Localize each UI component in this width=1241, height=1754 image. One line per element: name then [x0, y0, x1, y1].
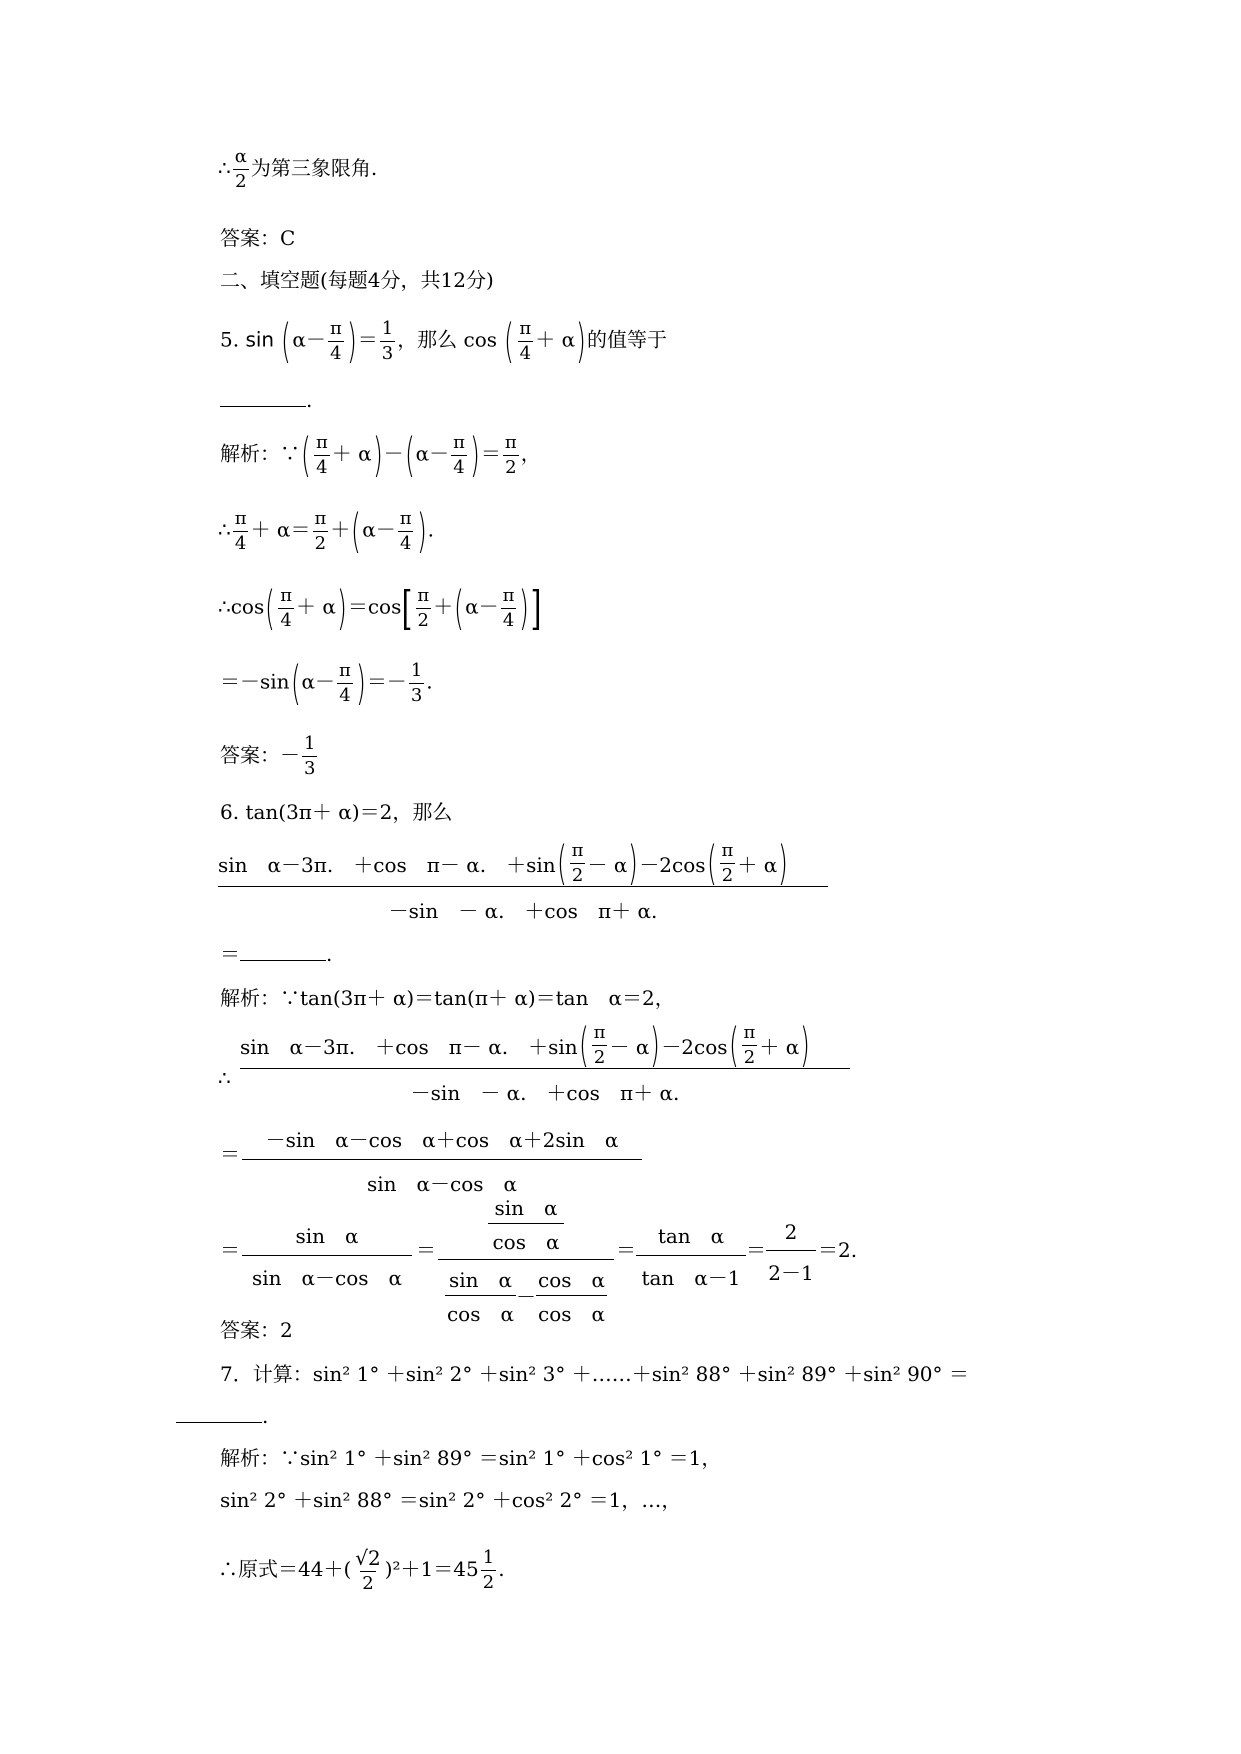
frac-den: 4	[453, 456, 465, 478]
plus: ＋	[433, 594, 454, 619]
frac-den: 4	[502, 609, 515, 631]
plus: ＋	[330, 517, 351, 542]
frac-num: π	[743, 1021, 756, 1043]
frac-den: 2	[417, 609, 429, 631]
paren-close: )	[576, 314, 587, 368]
paren-open: (	[351, 504, 362, 558]
blank-line	[220, 392, 306, 407]
minus-2cos: －2cos	[639, 852, 706, 877]
frac-den: 3	[410, 684, 423, 706]
sin-text: sin	[245, 327, 275, 352]
frac-den: 2	[721, 864, 734, 886]
frac-num: α	[234, 146, 247, 167]
line-text: 为第三象限角.	[250, 156, 378, 180]
denominator: tan α－1	[641, 1266, 741, 1290]
therefore-symbol: ∴	[218, 156, 231, 180]
paren-open: (	[504, 314, 515, 368]
frac-num: 1	[482, 1547, 495, 1568]
fraction-pi-2	[312, 507, 328, 554]
solution-6-therefore: ∴	[218, 1066, 231, 1090]
section-heading-fill-blank: 二、填空题(每题4分，共12分)	[220, 268, 494, 292]
frac-num: π	[234, 507, 247, 529]
comma: ，	[520, 441, 541, 466]
alpha-minus: α－	[415, 441, 450, 466]
plus-alpha: ＋ α	[737, 852, 778, 877]
solution-6-fraction-2	[242, 1124, 642, 1197]
bracket-close: ]	[531, 581, 542, 635]
solution-6-fraction-a	[242, 1220, 412, 1291]
frac-num: π	[502, 584, 515, 606]
fraction-sqrt2-2	[353, 1548, 382, 1593]
paren-close: )	[346, 314, 357, 368]
solution-5-line-2	[218, 504, 434, 558]
frac-den: 4	[399, 532, 412, 554]
fraction-pi-4	[314, 431, 330, 478]
plus-alpha: ＋ α	[535, 327, 576, 352]
frac-den: 2	[593, 1046, 606, 1068]
solution-6-fraction-b	[438, 1192, 614, 1327]
frac-num: π	[453, 431, 465, 453]
frac-den: 4	[330, 342, 342, 364]
solution-6-result: ＝2.	[818, 1238, 858, 1262]
answer-5	[220, 735, 319, 778]
fraction-pi-4	[398, 507, 414, 554]
solution-5-line-3	[218, 581, 542, 635]
plus-alpha-eq: ＋ α＝	[250, 517, 311, 542]
paren-open: (	[265, 581, 276, 635]
paren-open: (	[728, 1018, 739, 1072]
paren-close: )	[355, 656, 366, 710]
plus-alpha: ＋ α	[296, 594, 336, 619]
solution-6-equals-2: ＝	[220, 1238, 240, 1262]
frac-num: √2	[355, 1546, 381, 1570]
fraction-1-3	[409, 659, 424, 706]
numerator: －sin α－cos α＋cos α＋2sin α	[265, 1128, 619, 1152]
frac-den: 4	[316, 456, 328, 478]
solution-5-line-1	[220, 428, 541, 482]
paren-open: (	[404, 428, 415, 482]
value-equals: 的值等于	[587, 327, 668, 352]
paren-close: )	[650, 1018, 661, 1072]
fraction-pi-2	[415, 584, 431, 631]
paren-open: (	[301, 428, 311, 482]
fraction-1-3	[380, 317, 395, 364]
solution-7-line-2: sin² 2° ＋sin² 88° ＝sin² 2° ＋cos² 2° ＝1，…，	[220, 1488, 682, 1512]
inner-fraction	[536, 1264, 607, 1327]
period: .	[262, 1404, 269, 1428]
frac-num: 1	[304, 733, 316, 754]
solution-label: 解析：∵	[220, 441, 300, 466]
paren-close: )	[372, 428, 383, 482]
alpha-minus: α－	[292, 327, 326, 352]
equals: ＝	[220, 942, 240, 966]
frac-den: cos α	[488, 1223, 563, 1255]
paren-open: (	[578, 1018, 589, 1072]
solution-7-line-1: 解析：∵sin² 1° ＋sin² 89° ＝sin² 1° ＋cos² 1° ＝1，	[220, 1446, 722, 1470]
fraction-pi-2	[570, 839, 586, 886]
compound-numerator	[438, 1192, 614, 1255]
frac-den: 4	[519, 342, 532, 364]
answer-blank-7	[176, 1404, 268, 1428]
fraction-pi-4	[451, 431, 467, 478]
frac-num: π	[280, 584, 293, 606]
question-6-fraction	[218, 836, 828, 924]
frac-num: cos α	[538, 1268, 606, 1292]
frac-num: π	[329, 317, 342, 339]
frac-num: π	[314, 507, 327, 529]
equals: ＝	[357, 327, 378, 352]
question-5	[220, 314, 668, 368]
inner-fraction	[488, 1192, 563, 1255]
paren-open: (	[556, 836, 567, 890]
fraction-pi-2	[503, 431, 519, 478]
solution-6-fraction-c	[636, 1220, 746, 1291]
question-7: 7．计算：sin² 1° ＋sin² 2° ＋sin² 3° ＋……＋sin² 88° ＋sin² 89° ＋sin² 90° ＝	[220, 1362, 969, 1386]
blank-line	[176, 1408, 262, 1423]
paren-open: (	[454, 581, 465, 635]
equals-cos: ＝cos	[347, 594, 402, 619]
frac-den: 2	[482, 1572, 495, 1593]
therefore-expr: ∴原式＝44＋(	[218, 1557, 352, 1581]
denominator: sin α－cos α	[251, 1266, 403, 1290]
fraction-pi-4	[328, 317, 344, 364]
frac-den: 2	[314, 532, 327, 554]
line-third-quadrant	[218, 148, 377, 191]
fraction-pi-2	[592, 1021, 608, 1068]
solution-6-line-1: 解析：∵tan(3π＋ α)＝tan(π＋ α)＝tan α＝2，	[220, 986, 675, 1010]
frac-den: 2	[571, 864, 584, 886]
alpha-minus: α－	[362, 517, 396, 542]
frac-den: 2	[505, 456, 517, 478]
frac-num: sin α	[494, 1196, 558, 1220]
frac-num: π	[399, 507, 412, 529]
frac-num: π	[571, 839, 584, 861]
frac-num: 1	[410, 659, 423, 681]
numerator: tan α	[657, 1224, 725, 1248]
alpha-minus: α－	[465, 594, 499, 619]
frac-num: π	[417, 584, 430, 606]
period: .	[306, 388, 313, 412]
frac-den: 2	[235, 171, 247, 192]
numerator	[240, 1018, 850, 1072]
paren-close: )	[778, 836, 789, 890]
frac-den: 3	[304, 758, 316, 779]
fraction-pi-4	[233, 507, 249, 554]
period: .	[498, 1557, 505, 1581]
question-6: 6. tan(3π＋ α)＝2，那么	[220, 800, 453, 824]
minus: －	[516, 1285, 536, 1309]
answer-blank-5	[220, 388, 312, 412]
solution-6-fraction-1	[240, 1018, 850, 1106]
frac-den: 2	[362, 1573, 374, 1594]
numerator: 2	[784, 1220, 798, 1244]
frac-num: sin α	[448, 1268, 513, 1292]
frac-num: π	[519, 317, 532, 339]
then-cos: ，那么 cos	[397, 327, 498, 352]
frac-den: cos α	[536, 1295, 607, 1327]
minus-2cos: －2cos	[661, 1034, 728, 1059]
period: .	[426, 669, 433, 694]
paren-close: )	[336, 581, 347, 635]
inner-fraction	[445, 1264, 516, 1327]
alpha-minus: α－	[301, 669, 336, 694]
period: .	[427, 517, 434, 542]
solution-5-line-4	[220, 656, 433, 710]
frac-num: π	[315, 431, 328, 453]
frac-num: π	[504, 431, 517, 453]
fraction-pi-4	[278, 584, 294, 631]
frac-num: π	[593, 1021, 606, 1043]
denominator: －sin － α. ＋cos π＋ α.	[410, 1081, 680, 1105]
answer-6: 答案：2	[220, 1318, 293, 1342]
frac-num: π	[339, 659, 351, 681]
paren-open: (	[290, 656, 301, 710]
fraction-pi-4	[517, 317, 533, 364]
therefore-symbol: ∴	[218, 517, 231, 542]
therefore-cos: ∴cos	[218, 594, 265, 619]
frac-den: 4	[280, 609, 292, 631]
frac-den: 4	[234, 532, 247, 554]
fraction-pi-2	[720, 839, 736, 886]
paren-close: )	[800, 1018, 811, 1072]
frac-den: 3	[381, 342, 394, 364]
squared-plus: )²＋1＝45	[384, 1557, 479, 1581]
minus-alpha: － α	[609, 1034, 650, 1059]
answer-label: 答案：－	[220, 743, 300, 767]
solution-6-equals-1: ＝	[220, 1142, 240, 1166]
fraction-alpha-over-2	[233, 148, 249, 191]
solution-6-equals-3: ＝	[416, 1238, 436, 1262]
minus: －	[383, 441, 404, 466]
paren-close: )	[519, 581, 530, 635]
fraction-1-2	[481, 1549, 496, 1592]
paren-open: (	[281, 314, 292, 368]
answer-4: 答案：C	[220, 226, 296, 250]
fraction-pi-4	[501, 584, 517, 631]
numerator: sin α	[295, 1224, 359, 1248]
neg-sin: ＝－sin	[220, 669, 290, 694]
q-number: 5.	[220, 327, 240, 352]
bracket-open: [	[401, 581, 413, 635]
plus-alpha: ＋ α	[331, 441, 372, 466]
compound-denominator	[438, 1260, 614, 1327]
numerator	[218, 836, 828, 890]
numerator-text: sin α－3π. ＋cos π－ α. ＋sin	[218, 852, 556, 877]
paren-open: (	[706, 836, 717, 890]
fraction-pi-2	[742, 1021, 758, 1068]
solution-6-fraction-d	[766, 1220, 816, 1286]
numerator-text: sin α－3π. ＋cos π－ α. ＋sin	[240, 1034, 578, 1059]
paren-close: )	[469, 428, 480, 482]
blank-line	[240, 946, 326, 961]
paren-close: )	[628, 836, 639, 890]
solution-6-equals-5: ＝	[746, 1238, 766, 1262]
minus-alpha: － α	[587, 852, 628, 877]
denominator: 2－1	[768, 1261, 814, 1285]
equals-neg: ＝－	[366, 669, 407, 694]
frac-den: 2	[743, 1046, 756, 1068]
fraction-pi-4	[337, 659, 353, 706]
fraction-answer	[302, 735, 317, 778]
plus-alpha: ＋ α	[759, 1034, 800, 1059]
period: .	[326, 942, 333, 966]
denominator: －sin － α. ＋cos π＋ α.	[388, 899, 658, 923]
equals: ＝	[480, 441, 501, 466]
denominator: sin α－cos α	[366, 1172, 518, 1196]
solution-6-equals-4: ＝	[616, 1238, 636, 1262]
frac-num: π	[721, 839, 734, 861]
solution-7-line-3	[218, 1548, 505, 1593]
answer-blank-6	[220, 942, 332, 966]
paren-close: )	[416, 504, 427, 558]
frac-num: 1	[381, 317, 394, 339]
frac-den: 4	[339, 684, 351, 706]
frac-den: cos α	[445, 1295, 516, 1327]
